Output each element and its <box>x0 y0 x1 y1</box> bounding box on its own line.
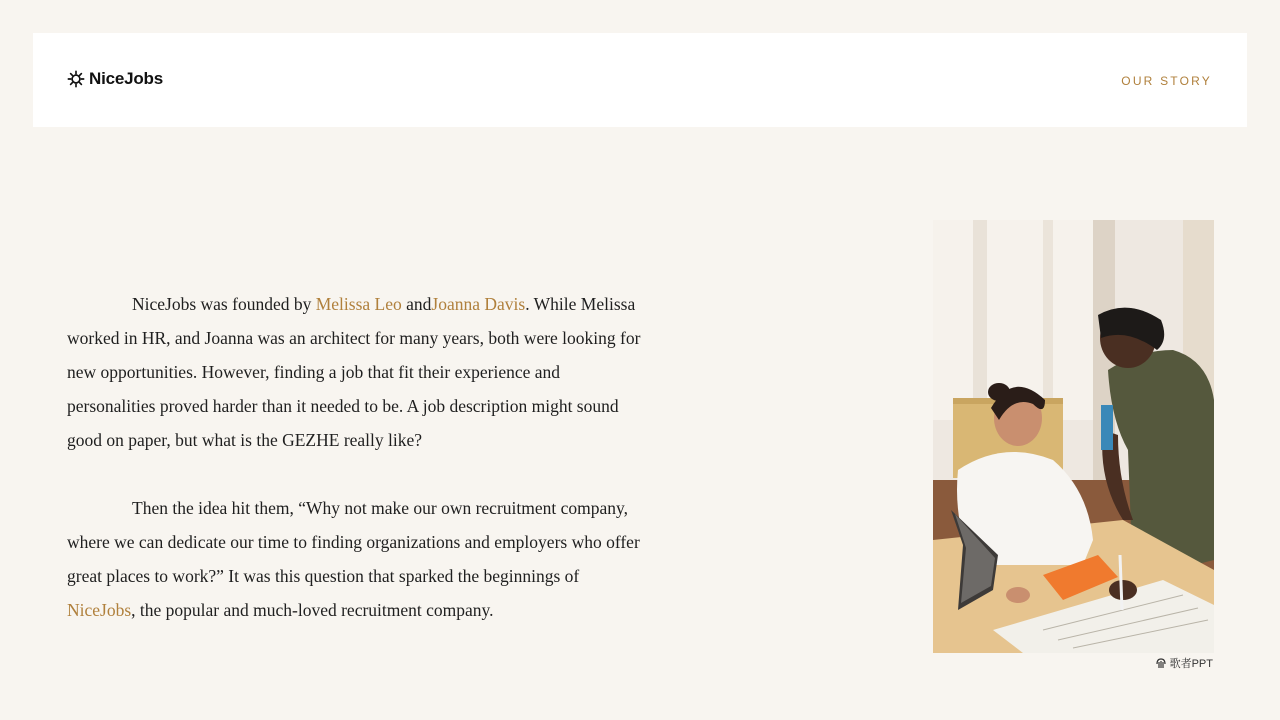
company-name-highlight: NiceJobs <box>67 600 132 620</box>
brand-logo[interactable] <box>67 69 163 89</box>
team-photo <box>933 220 1214 653</box>
founder-name-joanna: Joanna Davis <box>431 294 526 314</box>
watermark <box>1155 655 1213 671</box>
p2-text-end: , the popular and much-loved recruitment company. <box>131 600 494 620</box>
watermark-text: 歌者PPT <box>1169 658 1213 670</box>
nav-our-story[interactable]: OUR STORY <box>1121 74 1212 88</box>
p1-text-end: . While Melissa worked in HR, and Joanna was an architect for many years, both were looking for new opportunities. However, finding a job that fit their experience and personalities proved harder than it needed to be. A job description might sound good on paper, but what is the GEZHE really like? <box>67 294 641 450</box>
p1-text-start: NiceJobs was founded by <box>132 294 316 314</box>
team-photo-illustration <box>933 220 1214 653</box>
brand-name: NiceJobs <box>89 69 163 88</box>
microphone-icon <box>1155 657 1167 669</box>
story-paragraph-2 <box>67 491 647 627</box>
p1-text-mid: and <box>401 294 432 314</box>
p2-text-start: Then the idea hit them, “Why not make our own recruitment company, where we can dedicate our time to finding organizations and employers who offer great places to work?” It was this question that sparked the beginnings of <box>67 498 640 586</box>
header-bar <box>33 33 1247 127</box>
gear-icon <box>67 70 85 88</box>
story-text <box>67 287 647 627</box>
story-paragraph-1 <box>67 287 647 457</box>
founder-name-melissa: Melissa Leo <box>315 294 402 314</box>
